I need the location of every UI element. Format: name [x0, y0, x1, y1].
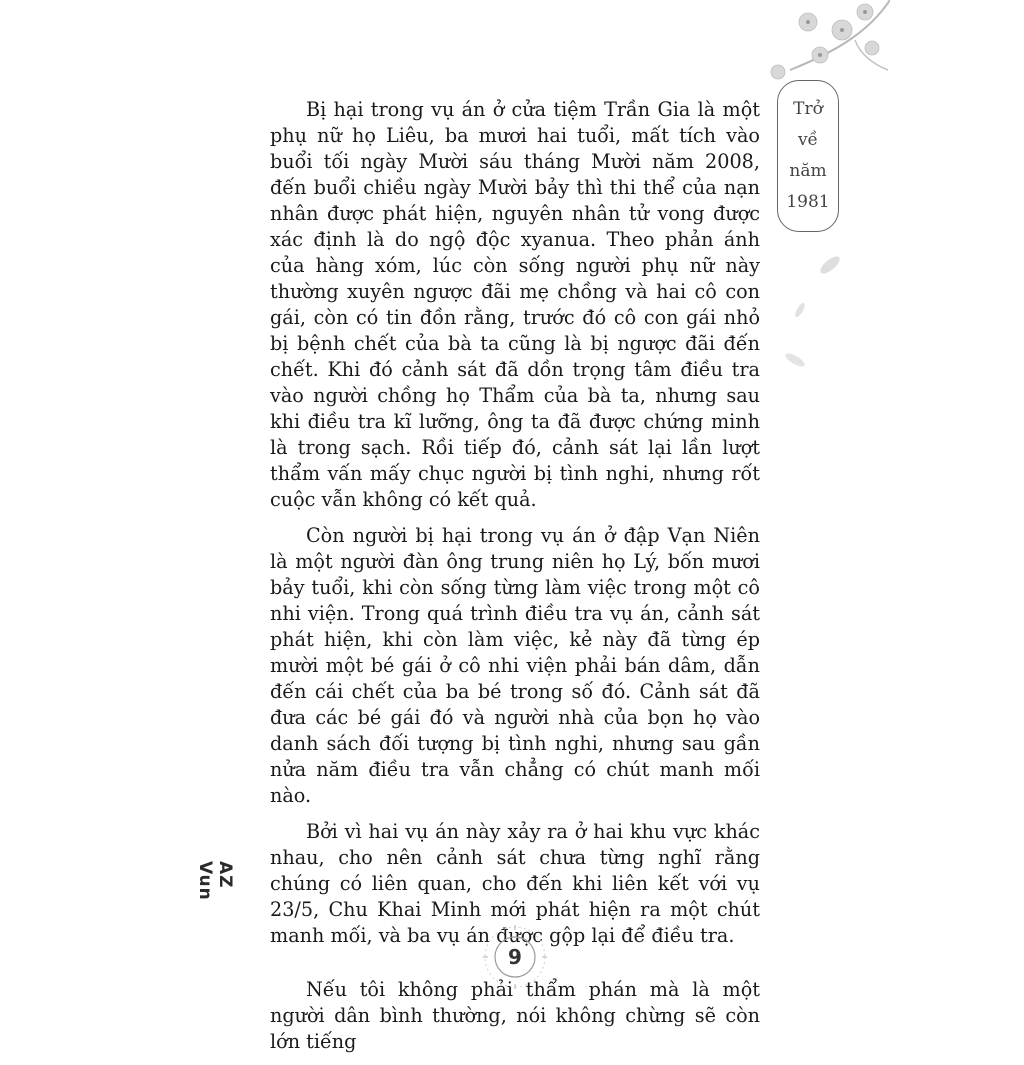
page-number-ornament: [480, 922, 550, 992]
petal-decoration: [815, 250, 845, 280]
petal-decoration: [780, 345, 810, 375]
paragraph-1: Bị hại trong vụ án ở cửa tiệm Trần Gia là một phụ nữ họ Liêu, ba mươi hai tuổi, mất tích vào buổi tối ngày Mười sáu tháng Mười năm 2008, đến buổi chiều ngày Mười bảy thì thi thể của nạn nhân được phát hiện, nguyên nhân tử vong được xác định là do ngộ độc xyanua. Theo phản ánh của hàng xóm, lúc còn sống người phụ nữ này thường xuyên ngược đãi mẹ chồng và hai cô con gái, còn có tin đồn rằng, trước đó cô con gái nhỏ bị bệnh chết của bà ta cũng là bị ngược đãi đến chết. Khi đó cảnh sát đã dồn trọng tâm điều tra vào người chồng họ Thẩm của bà ta, nhưng sau khi điều tra kĩ lưỡng, ông ta đã được chứng minh là trong sạch. Rồi tiếp đó, cảnh sát lại lần lượt thẩm vấn mấy chục người bị tình nghi, nhưng rốt cuộc vẫn không có kết quả.: [270, 98, 760, 511]
body-text: [270, 97, 760, 1065]
side-tag-line-4: 1981: [786, 192, 830, 212]
petal-decoration: [790, 300, 810, 320]
side-tag-line-1: Trở: [793, 99, 823, 119]
logo-text: AZ Vun: [195, 861, 235, 901]
page-number: 9: [508, 945, 522, 969]
side-tag-line-2: về: [797, 130, 819, 150]
chapter-side-tag: [777, 80, 839, 232]
side-tag-line-3: năm: [789, 161, 827, 181]
paragraph-2: Còn người bị hại trong vụ án ở đập Vạn Niên là một người đàn ông trung niên họ Lý, bốn mươi bảy tuổi, khi còn sống từng làm việc trong một cô nhi viện. Trong quá trình điều tra vụ án, cảnh sát phát hiện, khi còn làm việc, kẻ này đã từng ép mười một bé gái ở cô nhi viện phải bán dâm, dẫn đến cái chết của ba bé trong số đó. Cảnh sát đã đưa các bé gái đó và người nhà của bọn họ vào danh sách đối tượng bị tình nghi, nhưng sau gần nửa năm điều tra vẫn chẳng có chút manh mối nào.: [270, 524, 760, 807]
paragraph-4: Nếu tôi không phải thẩm phán mà là một người dân bình thường, nói không chừng sẽ còn lớn tiếng: [270, 978, 760, 1053]
publisher-logo: [195, 848, 240, 918]
paragraph-3: Bởi vì hai vụ án này xảy ra ở hai khu vực khác nhau, cho nên cảnh sát chưa từng nghĩ rằng chúng có liên quan, cho đến khi liên kết với vụ 23/5, Chu Khai Minh mới phát hiện ra một chút manh mối, và ba vụ án được gộp lại để điều tra.: [270, 820, 760, 947]
